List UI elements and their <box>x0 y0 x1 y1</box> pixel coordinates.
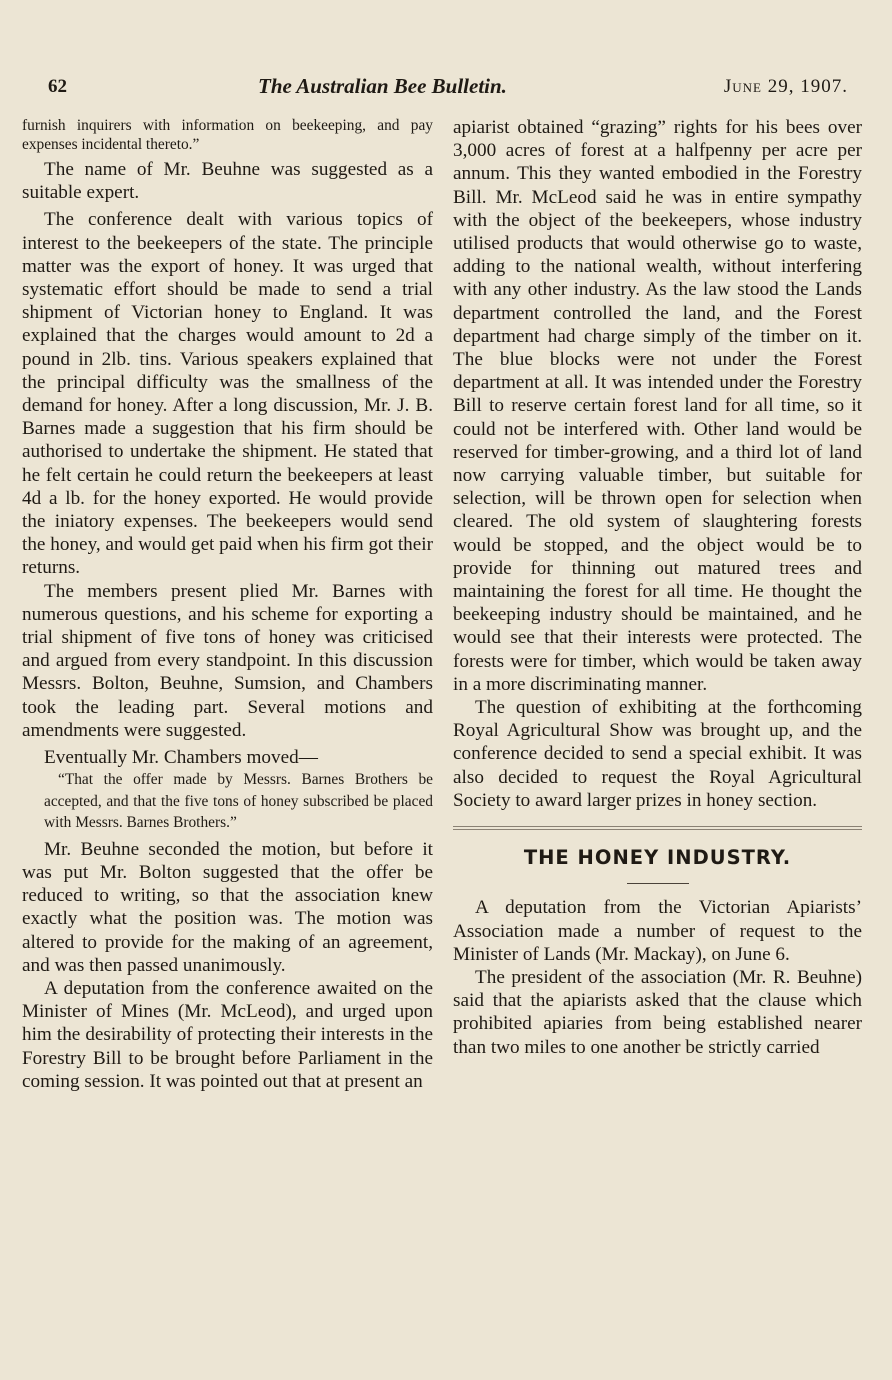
right-column <box>453 116 862 1059</box>
left-column <box>22 116 433 1093</box>
paragraph: The president of the association (Mr. R. Beuhne) said that the apiarists asked that the clause which prohibited apiaries from being established nearer than two miles to one another be strictly carried <box>453 966 862 1058</box>
issue-date: June 29, 1907. <box>723 76 848 97</box>
page-header <box>48 72 848 104</box>
paragraph: A deputation from the conference awaited on the Minister of Mines (Mr. McLeod), and urged upon him the desirability of protecting their interests in the Forestry Bill to be brought before Parliament in the coming session. It was pointed out that at present an <box>22 978 433 1092</box>
section-heading: THE HONEY INDUSTRY. <box>523 846 792 870</box>
section-divider <box>453 826 862 830</box>
paragraph: The question of exhibiting at the forthcoming Royal Agricultural Show was brought up, and the conference decided to send a special exhibit. It was also decided to request the Royal Agricultural Society to award larger prizes in honey section. <box>453 697 862 811</box>
heading-rule <box>627 883 689 884</box>
paragraph-continued: furnish inquirers with information on beekeeping, and pay expenses incidental thereto.” <box>22 117 433 153</box>
paragraph: The members present plied Mr. Barnes with numerous questions, and his scheme for exporting a trial shipment of five tons of honey was criticised and argued from every standpoint. In this discussion Messrs. Bolton, Beuhne, Sumsion, and Chambers took the leading part. Several motions and amendments were suggested. <box>22 580 433 741</box>
paragraph-continued: apiarist obtained “grazing” rights for his bees over 3,000 acres of forest at a halfpenny per acre per annum. This they wanted embodied in the Forestry Bill. Mr. McLeod said he was in entire sympathy with the object of the beekeepers, whose industry utilised products that would otherwise go to waste, adding to the national wealth, without interfering with any other industry. As the law stood the Lands department controlled the land, and the Forest department had charge simply of the timber on it. The blue blocks were not under the Forest department at all. It was intended under the Forestry Bill to reserve certain forest land for all time, so it could not be interfered with. Other land would be reserved for timber-growing, and a third lot of land now carrying valuable timber, but suitable for selection, will be thrown open for selection when cleared. The old system of slaughtering forests would be stopped, and the object would be to provide for thinning out matured trees and maintaining the forest for all time. He thought the beekeeping industry should be maintained, and he would see that their interests were protected. The forests were for timber, which would be taken away in a more discriminating manner. <box>453 117 862 695</box>
paragraph: Mr. Beuhne seconded the motion, but before it was put Mr. Bolton suggested that the offer be reduced to writing, so that the association knew exactly what the position was. The motion was altered to provide for the making of an agreement, and was then passed unanimously. <box>22 838 433 976</box>
paragraph: Eventually Mr. Chambers moved— <box>44 747 318 769</box>
motion-quote: “That the offer made by Messrs. Barnes Brothers be accepted, and that the five tons of honey subscribed be placed with Messrs. Barnes Brothers.” <box>44 771 433 832</box>
page-number: 62 <box>48 76 67 97</box>
journal-title: The Australian Bee Bulletin. <box>258 74 507 98</box>
paragraph: A deputation from the Victorian Apiarists’ Association made a number of request to the Minister of Lands (Mr. Mackay), on June 6. <box>453 897 862 965</box>
paragraph: The conference dealt with various topics of interest to the beekeepers of the state. The principle matter was the export of honey. It was urged that systematic effort should be made to send a trial shipment of Victorian honey to England. It was explained that the charges would amount to 2d a pound in 2lb. tins. Various speakers explained that the principal difficulty was the smallness of the demand for honey. After a long discussion, Mr. J. B. Barnes made a suggestion that his firm should be authorised to undertake the shipment. He stated that he felt certain he could return the beekeepers at least 4d a lb. for the honey exported. He would provide the iniatory expenses. The beekeepers would send the honey, and would get paid when his firm got their returns. <box>22 209 433 579</box>
paragraph: The name of Mr. Beuhne was suggested as a suitable expert. <box>22 159 433 204</box>
